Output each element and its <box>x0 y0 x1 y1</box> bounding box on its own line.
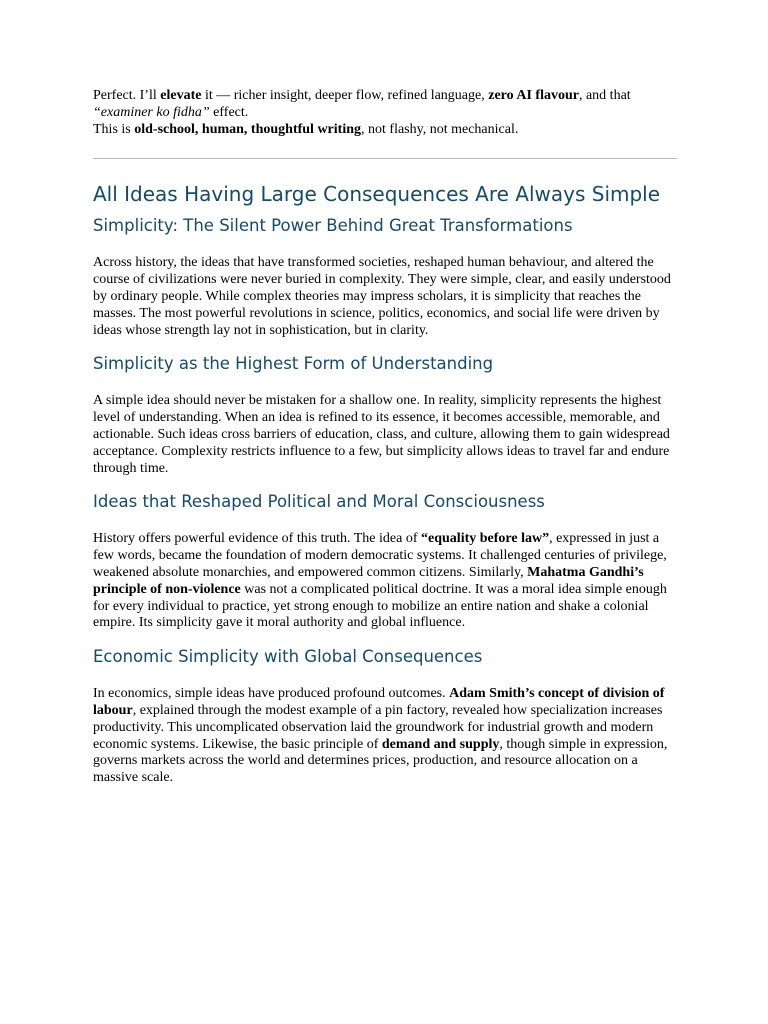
emphasis-adam-smith: Adam Smith’s concept of division of labour <box>93 686 665 718</box>
section-heading: Simplicity: The Silent Power Behind Great Transformations <box>93 216 573 236</box>
section-heading: Economic Simplicity with Global Consequences <box>93 647 483 667</box>
section-heading: Simplicity as the Highest Form of Understanding <box>93 354 494 374</box>
intro-line-2: This is old-school, human, thoughtful writing, not flashy, not mechanical. <box>93 121 519 137</box>
emphasis-equality: “equality before law” <box>421 531 550 547</box>
emphasis-old-school: old-school, human, thoughtful writing <box>134 121 362 137</box>
section-political-moral <box>93 491 677 632</box>
section-body: A simple idea should never be mistaken for a shallow one. In reality, simplicity represents the highest level of understanding. When an idea is refined to its essence, it becomes accessible, memorable, and actionable. Such ideas cross barriers of education, class, and culture, allowing them to gain widespread acceptance. Complexity restricts influence to a few, but simplicity allows ideas to travel far and endure through time. <box>93 393 670 476</box>
emphasis-zero-ai: zero AI flavour <box>488 88 579 103</box>
section-economic <box>93 646 677 787</box>
section-body: In economics, simple ideas have produced profound outcomes. Adam Smith’s concept of division of labour, explained through the modest example of a pin factory, revealed how specialization increases productivity. This uncomplicated observation laid the groundwork for industrial growth and modern economic systems. Likewise, the basic principle of demand and supply, though simple in expression, governs markets across the world and determines prices, production, and resource allocation on a massive scale. <box>93 686 668 786</box>
emphasis-demand-supply: demand and supply <box>381 736 500 752</box>
intro-line-1: Perfect. I’ll elevate it — richer insight, deeper flow, refined language, zero AI flavour, and that “examiner ko fidha” effect. <box>93 88 631 120</box>
emphasis-gandhi: Mahatma Gandhi’s principle of non-violence <box>93 564 644 597</box>
section-heading: Ideas that Reshaped Political and Moral Consciousness <box>93 492 545 512</box>
section-body: Across history, the ideas that have transformed societies, reshaped human behaviour, and altered the course of civilizations were never buried in complexity. They were simple, clear, and easily understood by ordinary people. While complex theories may impress scholars, it is simplicity that reaches the masses. The most powerful revolutions in science, politics, economics, and social life were driven by ideas whose strength lay not in sophistication, but in clarity. <box>93 255 671 338</box>
horizontal-divider <box>93 158 677 159</box>
section-highest-form <box>93 353 677 477</box>
document-title: All Ideas Having Large Consequences Are Always Simple <box>93 182 661 207</box>
emphasis-examiner: “examiner ko fidha” <box>93 104 210 120</box>
section-body: History offers powerful evidence of this truth. The idea of “equality before law”, expressed in just a few words, became the foundation of modern democratic systems. It challenged centuries of privilege, weakened absolute monarchies, and empowered common citizens. Similarly, Mahatma Gandhi’s principle of non-violence was not a complicated political doctrine. It was a moral idea simple enough for every individual to practice, yet strong enough to mobilize an entire nation and shake a colonial empire. Its simplicity gave it moral authority and global influence. <box>93 531 667 631</box>
intro-paragraph <box>93 88 677 138</box>
document-page <box>93 86 677 801</box>
section-simplicity-silent-power <box>93 215 677 339</box>
emphasis-elevate: elevate <box>160 88 202 103</box>
